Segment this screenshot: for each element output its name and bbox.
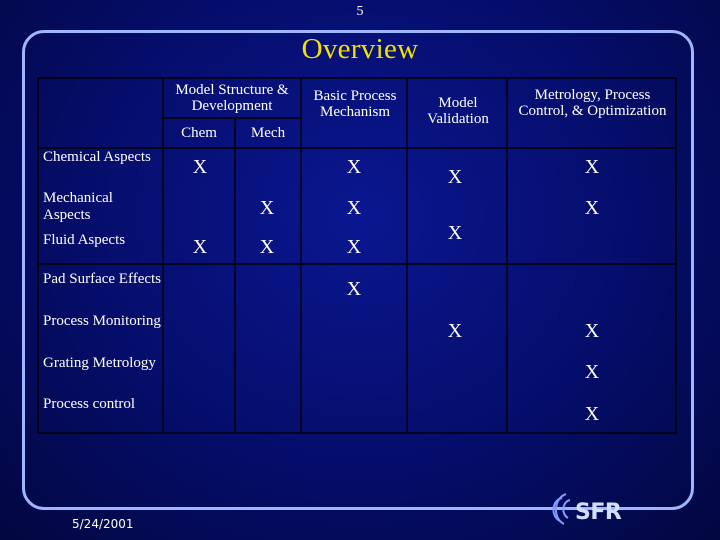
page-number: 5 [356, 4, 364, 19]
mark-mechanical-mech: X [259, 197, 275, 219]
mark-fluid-chem: X [192, 236, 208, 258]
row-label-pad-surface: Pad Surface Effects [43, 271, 162, 287]
mark-mechanical-metrology: X [584, 197, 600, 219]
row-label-process-monitoring: Process Monitoring [43, 313, 161, 329]
mark-fluid-validation: X [447, 222, 463, 244]
header-mech: Mech [250, 125, 286, 141]
mark-chemical-metrology: X [584, 156, 600, 178]
mark-chemical-chem: X [192, 156, 208, 178]
mark-mechanical-basic: X [346, 197, 362, 219]
row-label-fluid: Fluid Aspects [43, 232, 126, 248]
header-metrology: Metrology, Process Control, & Optimization [518, 87, 667, 119]
row-label-grating-metrology: Grating Metrology [43, 355, 156, 371]
slide-title: Overview [301, 33, 419, 65]
mark-fluid-basic: X [346, 236, 362, 258]
mark-fluid-mech: X [259, 236, 275, 258]
header-model-structure: Model Structure & Development [175, 82, 289, 114]
row-label-process-control: Process control [43, 396, 136, 412]
logo-text: SFR [575, 500, 622, 525]
row-label-chemical: Chemical Aspects [43, 149, 151, 165]
header-model-validation: Model Validation [427, 95, 489, 127]
mark-pad-basic: X [346, 278, 362, 300]
slide-date: 5/24/2001 [72, 517, 134, 531]
mark-grating-metrology: X [584, 361, 600, 383]
mark-chemical-basic: X [346, 156, 362, 178]
header-basic-process: Basic Process Mechanism [313, 88, 397, 120]
mark-chemical-validation: X [447, 166, 463, 188]
row-label-mechanical: Mechanical Aspects [43, 190, 113, 223]
mark-monitoring-validation: X [447, 320, 463, 342]
mark-control-metrology: X [584, 403, 600, 425]
mark-monitoring-metrology: X [584, 320, 600, 342]
header-chem: Chem [181, 125, 217, 141]
